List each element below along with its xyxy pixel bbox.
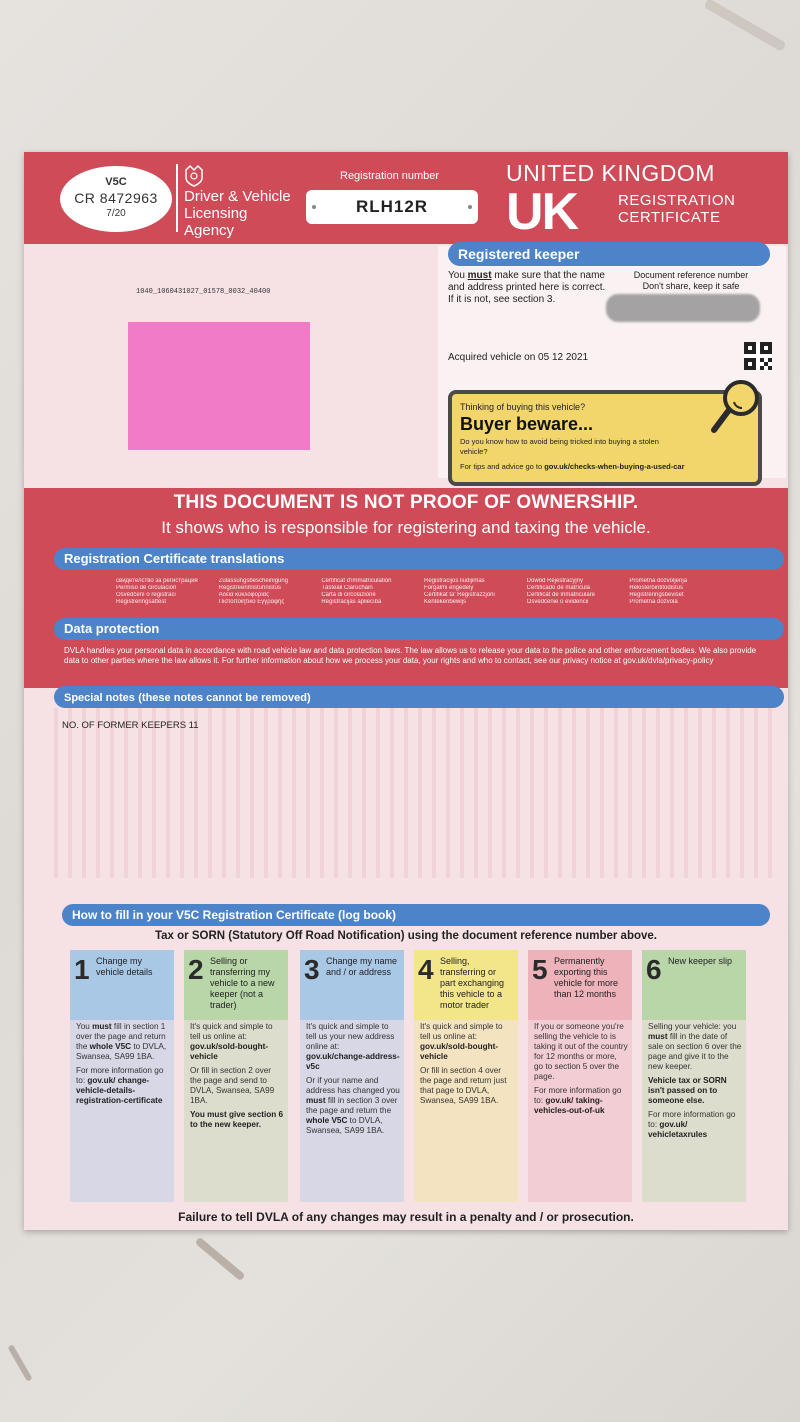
- section-body: It's quick and simple to tell us online at: gov.uk/sold-bought-vehicle Or fill in section 4 over the page and return just that page to DVLA, Swansea, SA99 1BA.: [420, 1022, 507, 1105]
- section-number: 5: [532, 954, 548, 985]
- acquired-date: Acquired vehicle on 05 12 2021: [448, 352, 589, 363]
- agency-line-3: Agency: [184, 222, 235, 239]
- section-number: 2: [188, 954, 204, 985]
- translation-item: Forgalmi engedély: [423, 585, 474, 591]
- reg-number: RLH12R: [355, 197, 429, 216]
- form-id-oval: [60, 166, 172, 232]
- section-5-column: [528, 950, 632, 1202]
- issue-code: 7/20: [106, 208, 126, 219]
- section-body: It's quick and simple to tell us your new address online at: gov.uk/change-address-v5c Or if your name and address has changed you must fill in section 3 over the page and return the whole V5C to DVLA, Swansea, SA99 1BA.: [306, 1022, 400, 1135]
- uk-logo: UK: [506, 183, 578, 241]
- not-proof-heading: THIS DOCUMENT IS NOT PROOF OF OWNERSHIP.: [173, 492, 639, 513]
- agency-name: [184, 188, 291, 239]
- special-notes-title: Special notes: [64, 692, 135, 704]
- section-number: 1: [74, 954, 90, 985]
- address-reference-code: 1040_1060431027_01578_0032_40400: [136, 288, 271, 296]
- beware-tips: [460, 462, 685, 471]
- translation-item: Certificado de matrícula: [526, 585, 591, 591]
- section-body: If you or someone you're selling the vehicle to is taking it out of the country for 12 months or more, go to section 5 over the page. For more information go to: gov.uk/ taking-vehicles-out-of-uk: [534, 1022, 628, 1115]
- beware-tips-url: gov.uk/checks-when-buying-a-used-car: [544, 462, 685, 471]
- translation-item: Registracijos liudijimas: [423, 578, 485, 584]
- agency-line-2: Licensing: [184, 205, 248, 222]
- special-notes-note: (these notes cannot be removed): [138, 692, 311, 704]
- section-6-header: [642, 950, 746, 1020]
- failure-warning: Failure to tell DVLA of any changes may result in a penalty and / or prosecution.: [178, 1210, 634, 1224]
- translation-item: Prometna dozvola: [629, 599, 678, 605]
- how-to-fill-heading: How to fill in your V5C Registration Certificate (log book): [62, 904, 770, 926]
- section-body: Selling your vehicle: you must fill in the date of sale on section 6 over the page and give it to the new keeper. Vehicle tax or SORN isn't passed on to someone else. For more information go to: gov.uk/ vehicletaxrules: [648, 1022, 742, 1139]
- title-line-1: REGISTRATION: [618, 192, 736, 209]
- show-through-print: [54, 708, 774, 878]
- reg-number-plate: [306, 190, 478, 224]
- section-title: Change my vehicle details: [96, 956, 153, 977]
- agency-line-1: Driver & Vehicle: [184, 188, 291, 205]
- translation-item: Registreringsattest: [116, 599, 167, 605]
- translation-item: Certificat de înmatriculare: [526, 592, 596, 598]
- keeper-text-2: make sure that the name and address printed here is correct. If it is not, see section 3.: [448, 270, 606, 305]
- section-4-column: [414, 950, 518, 1202]
- section-number: 3: [304, 954, 320, 985]
- crest-icon: [182, 164, 206, 188]
- section-body: You must fill in section 1 over the page and return the whole V5C to DVLA, Swansea, SA99 1BA. For more information go to: gov.uk/ change-vehicle-details-registration-certificate: [76, 1022, 167, 1105]
- form-code: V5C: [105, 176, 127, 188]
- redacted-docref: [606, 294, 760, 322]
- docref-label: Document reference number: [633, 270, 749, 280]
- translation-item: Permiso de circulación: [116, 585, 177, 591]
- uk-title: UNITED KINGDOM: [506, 160, 715, 186]
- translation-item: Registrācijas apliecība: [321, 599, 382, 605]
- v5c-document: [24, 152, 788, 1230]
- data-protection-heading: Data protection: [54, 618, 784, 640]
- translation-item: Άδεια κυκλοφορίας: [218, 592, 270, 598]
- section-5-header: [528, 950, 632, 1020]
- registered-keeper-heading: Registered keeper: [448, 242, 770, 266]
- translation-item: Πιστοποιητικό Εγγραφής: [218, 599, 285, 605]
- section-number: 4: [418, 954, 434, 985]
- document-reference: [608, 270, 774, 292]
- section-3-header: [300, 950, 404, 1020]
- beware-question: Thinking of buying this vehicle?: [460, 402, 586, 412]
- translation-item: Osvedčenie o evidencii: [526, 599, 589, 605]
- section-1-column: [70, 950, 174, 1202]
- section-title: Selling or transferring my vehicle to a new keeper (not a trader): [210, 956, 275, 1010]
- section-number: 6: [646, 954, 662, 985]
- translation-item: Kentekenbewijs: [423, 599, 467, 605]
- section-title: Change my name and / or address: [326, 956, 398, 977]
- beware-heading: Buyer beware...: [460, 414, 594, 434]
- serial-number: CR 8472963: [74, 190, 158, 206]
- translation-item: Tàsteáil Clárúcháin: [321, 585, 373, 591]
- section-6-column: [642, 950, 746, 1202]
- translation-item: Certificat d'immatriculation: [321, 578, 392, 584]
- translation-item: Prometna dozvoljenja: [629, 578, 688, 584]
- magnifying-glass-icon: [708, 378, 762, 442]
- translation-item: свидетелство за регистрация: [116, 578, 198, 584]
- section-4-header: [414, 950, 518, 1020]
- beware-tips-pre: For tips and advice go to: [460, 462, 545, 471]
- translation-item: Rekisteröintitodistus: [629, 585, 684, 591]
- plate-bolt-icon: [468, 205, 472, 209]
- responsibility-subheading: It shows who is responsible for registering and taxing the vehicle.: [161, 518, 651, 537]
- section-2-header: [184, 950, 288, 1020]
- data-protection-text: DVLA handles your personal data in accordance with road vehicle law and data protection laws. The law allows us to release your data to the police and other enforcement bodies. We also provide data to other parties where the law allows it. For further information about how we process your data, your rights and who to contact, see our privacy notice at gov.uk/dvla/privacy-policy: [64, 646, 757, 665]
- former-keepers: NO. OF FORMER KEEPERS 11: [62, 720, 199, 731]
- translation-item: Osvědčení o registraci: [116, 592, 176, 598]
- translation-item: Registreringsbeviset: [629, 592, 684, 598]
- translation-item: Dowód Rejestracyjny: [526, 578, 584, 584]
- keeper-instructions: [448, 270, 608, 306]
- section-1-header: [70, 950, 174, 1020]
- title-line-2: CERTIFICATE: [618, 209, 721, 226]
- redacted-address: [128, 322, 310, 450]
- special-notes-heading: [54, 686, 784, 708]
- translation-item: Zulassungsbescheinigung: [218, 578, 289, 584]
- registration-certificate-title: [618, 192, 735, 226]
- beware-subtext: Do you know how to avoid being tricked into buying a stolen vehicle?: [460, 437, 659, 456]
- translations-heading: Registration Certificate translations: [54, 548, 784, 570]
- section-2-column: [184, 950, 288, 1202]
- translations-grid: [116, 578, 726, 605]
- section-title: New keeper slip: [668, 956, 733, 966]
- translation-item: Registreerimistunnistus: [218, 585, 282, 591]
- agency-divider: [176, 164, 178, 232]
- plate-bolt-icon: [312, 205, 316, 209]
- qr-code-icon: [744, 342, 772, 370]
- reg-number-label: Registration number: [340, 170, 440, 182]
- keeper-text-1: You: [448, 270, 468, 281]
- tax-sorn-note: Tax or SORN (Statutory Off Road Notification) using the document reference number above.: [154, 930, 657, 942]
- docref-note: Don't share, keep it safe: [642, 281, 740, 291]
- translation-item: Certifikat ta' Registrazzjoni: [423, 592, 495, 598]
- section-3-column: [300, 950, 404, 1202]
- section-title: Permanently exporting this vehicle for more than 12 months: [554, 956, 619, 999]
- section-title: Selling, transferring or part exchanging this vehicle to a motor trader: [440, 956, 505, 1010]
- section-body: It's quick and simple to tell us online at: gov.uk/sold-bought-vehicle Or fill in section 2 over the page and send to DVLA, Swansea, SA99 1BA. You must give section 6 to the new keeper.: [190, 1022, 284, 1129]
- keeper-text-must: must: [467, 270, 492, 281]
- translation-item: Carta di circolazione: [321, 592, 376, 598]
